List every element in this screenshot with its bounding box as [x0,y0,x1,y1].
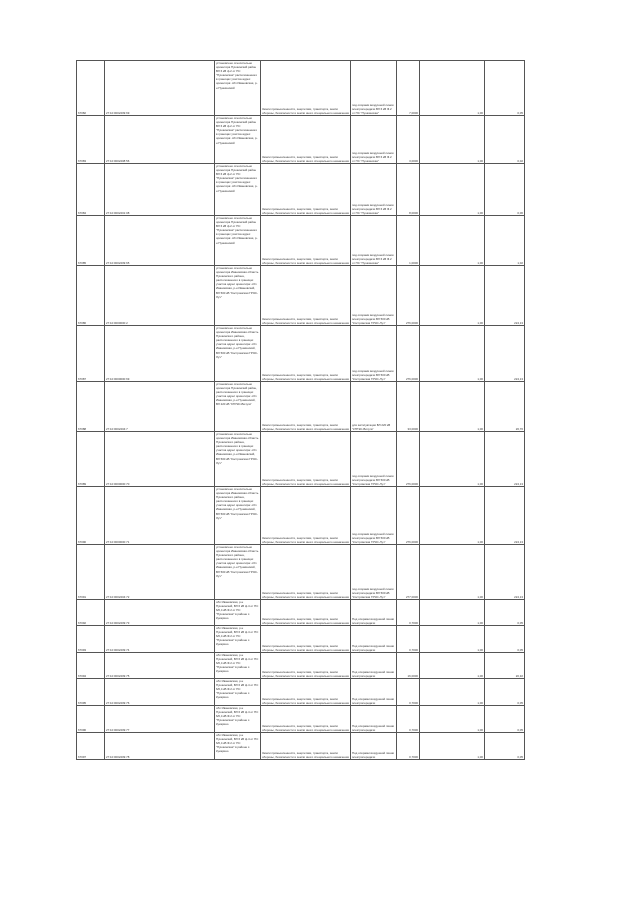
cell-location: установлено относительно ориентира Пушкинский район ВЛ 6 кВ ф.2 от ПС "Пушкинская" расположенного в границах участка адрес ориентира: обл Ивановская, р-н Пушкинский [215,216,261,266]
cell-amount: 0,05 [485,626,525,653]
cell-area: 8,0000 [397,164,420,216]
cell-plot-number: 67083 [77,116,105,164]
cell-rate: 1,00 [420,432,485,487]
cell-plot-number: 67085 [77,216,105,266]
cell-cadastral-number: 27:10:0002204:7 [105,382,215,432]
cell-plot-number: 67095 [77,679,105,706]
cell-amount: 224,13 [485,326,525,382]
cell-cadastral-number: 27:10:0002208:56 [105,116,215,164]
table-row [77,733,525,760]
cell-area: 276,0000 [397,266,420,326]
cell-rate: 1,00 [420,382,485,432]
cell-area: 3,0000 [397,116,420,164]
cell-plot-number: 67093 [77,626,105,653]
cell-rate: 1,00 [420,679,485,706]
cell-land-category: Земли промышленности, энергетики, транспорта, земли обороны, безопасности и земли иного специального назначения [261,216,351,266]
cell-rate: 1,00 [420,164,485,216]
cell-plot-number: 67097 [77,733,105,760]
cell-plot-number: 67092 [77,600,105,626]
cell-cadastral-number: 27:10:0002209:76 [105,679,215,706]
cell-amount: 0,05 [485,600,525,626]
cell-area: 7,0000 [397,61,420,116]
cell-location: обл Ивановская, р-н Пушкинский, ВЛ 6 кВ ф.4 от ПС 6/0,4 кВ Ф.2 от ПС "Пушкинская" в районе с. Кукарино [215,706,261,733]
cell-rate: 1,00 [420,600,485,626]
table-row [77,266,525,326]
table-row [77,432,525,487]
cell-permitted-use: под опорами воздушной линии электропередачи ВЛ 500 кВ "Костромская ГРЭС-Луч" [351,326,397,382]
table-row [77,600,525,626]
cell-permitted-use: под опорами воздушной линии электропередачи ВЛ 6 кВ Ф.2 от ПС "Пушкинская" [351,61,397,116]
cell-location: установлено относительно ориентира Ивановская область Пушкинского района, расположенного в границах участка адрес ориентира: обл Ивановская, р-н Пушкинский, ВЛ 500 кВ "Костромская ГРЭС-Луч" [215,545,261,600]
cell-rate: 1,00 [420,61,485,116]
cell-area: 276,0000 [397,326,420,382]
cell-land-category: Земли промышленности, энергетики, транспорта, земли обороны, безопасности и земли иного специального назначения [261,653,351,679]
table-row [77,116,525,164]
cell-plot-number: 67090 [77,487,105,545]
cell-plot-number: 67082 [77,61,105,116]
table-row [77,545,525,600]
cell-land-category: Земли промышленности, энергетики, транспорта, земли обороны, безопасности и земли иного специального назначения [261,600,351,626]
table-row [77,326,525,382]
cell-permitted-use: под опорами воздушной линии электропередачи ВЛ 500 кВ "Костромская ГРЭС-Луч" [351,432,397,487]
cell-area: 276,0000 [397,487,420,545]
cell-land-category: Земли промышленности, энергетики, транспорта, земли обороны, безопасности и земли иного специального назначения [261,326,351,382]
cell-plot-number: 67088 [77,382,105,432]
cell-permitted-use: для эксплуатации ВЛ 220 кВ "КГРЭС-Вичуга" [351,382,397,432]
cell-rate: 1,00 [420,545,485,600]
cell-location: обл Ивановская, р-н Пушкинский, ВЛ 6 кВ ф.4 от ПС 6/0,4 кВ Ф.2 от ПС "Пушкинская" в районе с. Кукарино [215,733,261,760]
cell-permitted-use: под опорами воздушной линии электропередачи ВЛ 500 кВ "Костромская ГРЭС-Луч" [351,545,397,600]
cell-land-category: Земли промышленности, энергетики, транспорта, земли обороны, безопасности и земли иного специального назначения [261,266,351,326]
cell-amount: 0,05 [485,679,525,706]
cell-permitted-use: под опорами воздушной линии электропередачи ВЛ 6 кВ Ф.2 от ПС "Пушкинская" [351,216,397,266]
cell-cadastral-number: 27:10:0002204:72 [105,545,215,600]
cell-area: 277,0000 [397,545,420,600]
land-plots-table [76,60,525,760]
cell-land-category: Земли промышленности, энергетики, транспорта, земли обороны, безопасности и земли иного специального назначения [261,545,351,600]
cell-rate: 1,00 [420,266,485,326]
cell-amount: 1,02 [485,216,525,266]
cell-amount: 0,05 [485,61,525,116]
cell-rate: 1,00 [420,733,485,760]
cell-cadastral-number: 27:10:0002209:69 [105,61,215,116]
cell-amount: 0,06 [485,164,525,216]
cell-land-category: Земли промышленности, энергетики, транспорта, земли обороны, безопасности и земли иного специального назначения [261,432,351,487]
cell-cadastral-number: 27:10:0002209:74 [105,626,215,653]
cell-cadastral-number: 27:10:0000000:69 [105,326,215,382]
cell-rate: 1,00 [420,626,485,653]
cell-cadastral-number: 27:10:0002209:78 [105,733,215,760]
cell-location: установлено относительно ориентира Пушкинский район ВЛ 6 кВ ф.2 от ПС "Пушкинская" расположенного в границах участка адрес ориентира: обл Ивановская, р-н Пушкинский [215,116,261,164]
cell-plot-number: 67084 [77,164,105,216]
cell-land-category: Земли промышленности, энергетики, транспорта, земли обороны, безопасности и земли иного специального назначения [261,626,351,653]
cell-plot-number: 67089 [77,432,105,487]
cell-land-category: Земли промышленности, энергетики, транспорта, земли обороны, безопасности и земли иного специального назначения [261,61,351,116]
cell-area: 0,7000 [397,679,420,706]
cell-amount: 224,13 [485,266,525,326]
cell-location: установлено относительно ориентира Ивановская область Пушкинского района, расположенного в границах участка адрес ориентира: обл Ивановская, р-н Ивановский, ВЛ 500 кВ "Костромская ГРЭС-Луч" [215,266,261,326]
cell-land-category: Земли промышленности, энергетики, транспорта, земли обороны, безопасности и земли иного специального назначения [261,733,351,760]
table-row [77,679,525,706]
cell-plot-number: 67094 [77,653,105,679]
cell-rate: 1,00 [420,326,485,382]
cell-permitted-use: Под опорами воздушной линии электропередачи [351,600,397,626]
cell-location: обл Ивановская, р-н Пушкинский, ВЛ 6 кВ ф.4 от ПС 6/0,4 кВ Ф.2 от ПС "Пушкинская" в районе с. Кукарино [215,679,261,706]
cell-area: 16,0000 [397,653,420,679]
cell-area: 33,0000 [397,382,420,432]
cell-permitted-use: под опорами воздушной линии электропередачи ВЛ 500 кВ "Костромская ГРЭС-Луч" [351,266,397,326]
cell-amount: 224,13 [485,487,525,545]
cell-amount: 20,32 [485,653,525,679]
table-row [77,61,525,116]
cell-land-category: Земли промышленности, энергетики, транспорта, земли обороны, безопасности и земли иного специального назначения [261,116,351,164]
cell-cadastral-number: 27:10:0000000:70 [105,432,215,487]
cell-amount: 0,05 [485,733,525,760]
cell-rate: 1,00 [420,706,485,733]
cell-land-category: Земли промышленности, энергетики, транспорта, земли обороны, безопасности и земли иного специального назначения [261,679,351,706]
cell-location: установлено относительно ориентира Ивановская область Пушкинского района, расположенного в границах участка адрес ориентира: обл Ивановская, р-н Пушкинский, ВЛ 500 кВ "Костромская ГРЭС-Луч" [215,326,261,382]
cell-location: установлено относительно ориентира Пушкинский район, расположенного в границах участка адрес ориентира: обл Ивановская, р-н Пушкинский, ВЛ 220 кВ "КГРЭС-Вичуга" [215,382,261,432]
cell-permitted-use: Под опорами воздушной линии электропередачи [351,706,397,733]
cell-area: 276,0000 [397,432,420,487]
cell-location: обл Ивановская, р-н Пушкинский, ВЛ 6 кВ ф.4 от ПС 6/0,4 кВ Ф.2 от ПС "Пушкинская" в районе с. Кукарино [215,600,261,626]
cell-rate: 1,00 [420,116,485,164]
cell-permitted-use: под опорами воздушной линии электропередачи ВЛ 6 кВ Ф.2 от ПС "Пушкинская" [351,164,397,216]
cell-cadastral-number: 27:10:0000000:2 [105,266,215,326]
cell-location: обл Ивановская, р-н Пушкинский, ВЛ 6 кВ ф.4 от ПС 6/0,4 кВ Ф.2 от ПС "Пушкинская" в районе с. Кукарино [215,653,261,679]
table-row [77,487,525,545]
cell-amount: 26,76 [485,382,525,432]
cell-cadastral-number: 27:10:0002201:08 [105,164,215,216]
cell-cadastral-number: 27:10:0002209:77 [105,706,215,733]
cell-permitted-use: Под опорами воздушной линии электропередачи [351,626,397,653]
table-row [77,164,525,216]
cell-amount: 0,05 [485,706,525,733]
cell-amount: 224,13 [485,432,525,487]
cell-rate: 1,00 [420,487,485,545]
table-row [77,382,525,432]
cell-location: установлено относительно ориентира Пушкинский район ВЛ 6 кВ ф.2 от ПС "Пушкинская" расположенного в границах участка адрес ориентира: обл Ивановская, р-н Пушкинский [215,164,261,216]
cell-permitted-use: Под опорами воздушной линии электропередачи [351,733,397,760]
cell-cadastral-number: 27:10:0000000:71 [105,487,215,545]
cell-cadastral-number: 27:10:0002209:75 [105,653,215,679]
cell-permitted-use: Под опорами воздушной линии электропередачи [351,653,397,679]
table-body [77,61,525,760]
cell-location: установлено относительно ориентира Ивановская область Пушкинского района, расположенного в границах участка адрес ориентира: обл Ивановская, р-н Ивановский, ВЛ 500 кВ "Костромская ГРЭС-Луч" [215,432,261,487]
cell-area: 1,0000 [397,216,420,266]
cell-area: 0,7000 [397,626,420,653]
cell-location: установлено относительно ориентира Пушкинский район ВЛ 6 кВ ф.2 от ПС "Пушкинская" расположенного в границах участка адрес ориентира: обл Ивановская, р-н Пушкинский [215,61,261,116]
cell-permitted-use: Под опорами воздушной линии электропередачи [351,679,397,706]
cell-cadastral-number: 27:10:0002209:65 [105,216,215,266]
cell-rate: 1,00 [420,216,485,266]
cell-amount: 224,13 [485,545,525,600]
cell-permitted-use: под опорами воздушной линии электропередачи ВЛ 6 кВ Ф.2 от ПС "Пушкинская" [351,116,397,164]
cell-rate: 1,00 [420,653,485,679]
table-row [77,626,525,653]
cell-plot-number: 67086 [77,266,105,326]
cell-land-category: Земли промышленности, энергетики, транспорта, земли обороны, безопасности и земли иного специального назначения [261,706,351,733]
cell-plot-number: 67087 [77,326,105,382]
cell-plot-number: 67091 [77,545,105,600]
cell-land-category: Земли промышленности, энергетики, транспорта, земли обороны, безопасности и земли иного специального назначения [261,487,351,545]
cell-plot-number: 67096 [77,706,105,733]
cell-permitted-use: под опорами воздушной линии электропередачи ВЛ 500 кВ "Костромская ГРЭС-Луч" [351,487,397,545]
cell-area: 0,7000 [397,733,420,760]
cell-area: 0,7000 [397,706,420,733]
cell-land-category: Земли промышленности, энергетики, транспорта, земли обороны, безопасности и земли иного специального назначения [261,164,351,216]
cell-cadastral-number: 27:10:0002209:73 [105,600,215,626]
cell-location: установлено относительно ориентира Ивановская область Пушкинского района, расположенного в границах участка адрес ориентира: обл Ивановская, р-н Пушкинский, ВЛ 500 кВ "Костромская ГРЭС-Луч" [215,487,261,545]
cell-area: 0,7000 [397,600,420,626]
table-row [77,653,525,679]
cell-amount: 0,02 [485,116,525,164]
cell-land-category: Земли промышленности, энергетики, транспорта, земли обороны, безопасности и земли иного специального назначения [261,382,351,432]
table-row [77,706,525,733]
cell-location: обл Ивановская, р-н Пушкинский, ВЛ 6 кВ ф.4 от ПС 6/0,4 кВ Ф.2 от ПС "Пушкинская" в районе с. Кукарино [215,626,261,653]
table-row [77,216,525,266]
